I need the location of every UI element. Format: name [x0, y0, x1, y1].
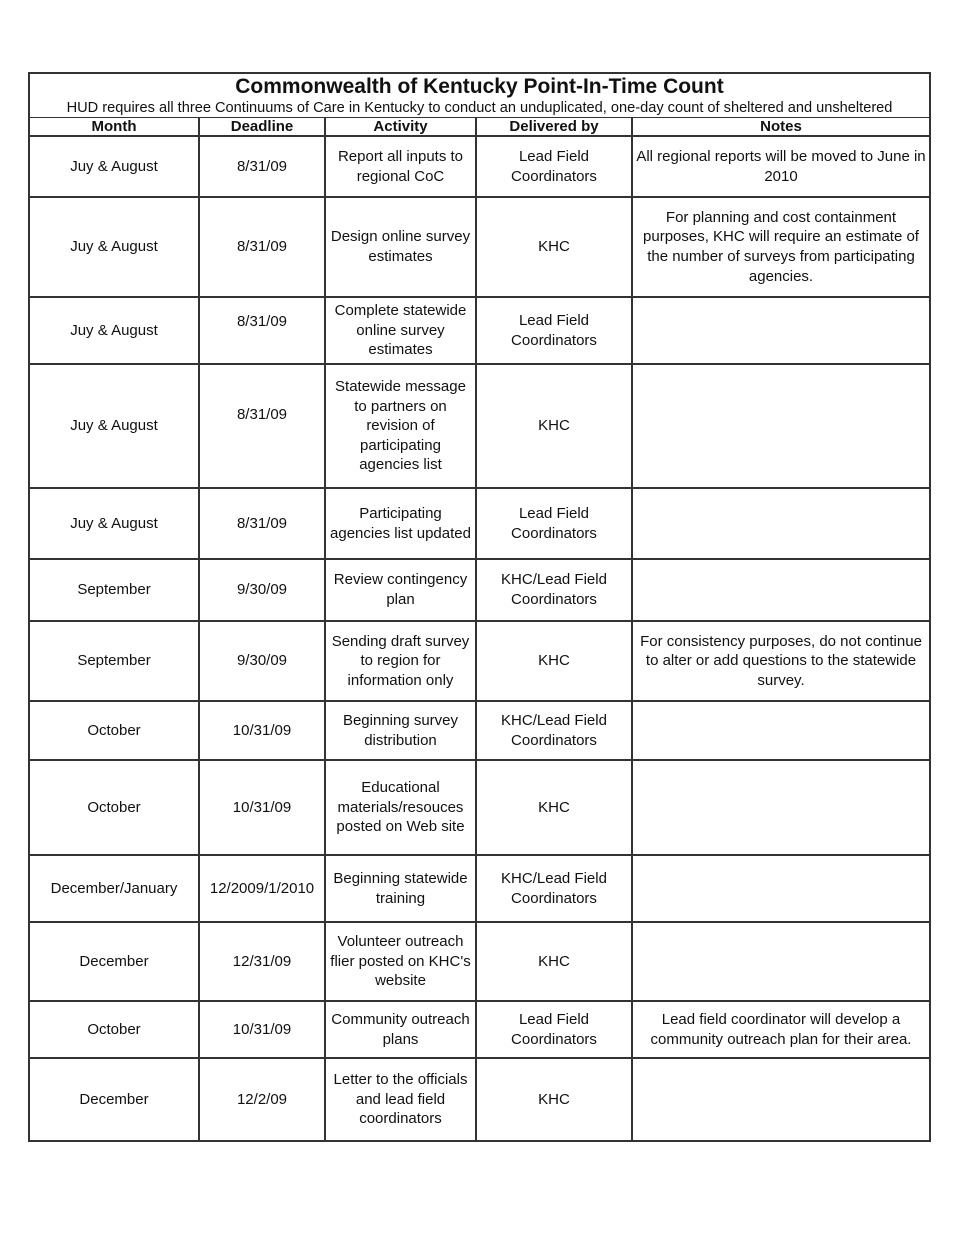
deadline-cell: 8/31/09 [199, 136, 325, 197]
table-row [29, 621, 930, 701]
notes-cell [632, 364, 930, 488]
delivered-by-cell: KHC [476, 760, 632, 855]
deadline-cell: 12/2/09 [199, 1058, 325, 1141]
column-header-activity: Activity [325, 118, 476, 137]
document-title: Commonwealth of Kentucky Point-In-Time Count [29, 73, 930, 100]
notes-cell [632, 1058, 930, 1141]
activity-cell: Beginning survey distribution [325, 701, 476, 760]
month-cell: October [29, 1001, 199, 1058]
table-row [29, 922, 930, 1001]
table-row [29, 136, 930, 197]
activity-cell: Sending draft survey to region for information only [325, 621, 476, 701]
notes-cell [632, 855, 930, 922]
month-cell: October [29, 760, 199, 855]
deadline-cell: 8/31/09 [199, 364, 325, 488]
deadline-cell: 9/30/09 [199, 559, 325, 621]
delivered-by-cell: KHC/Lead Field Coordinators [476, 701, 632, 760]
delivered-by-cell: Lead Field Coordinators [476, 1001, 632, 1058]
table-row [29, 1058, 930, 1141]
delivered-by-cell: Lead Field Coordinators [476, 297, 632, 364]
column-header-notes: Notes [632, 118, 930, 137]
deadline-cell: 10/31/09 [199, 1001, 325, 1058]
notes-cell: Lead field coordinator will develop a community outreach plan for their area. [632, 1001, 930, 1058]
deadline-cell: 8/31/09 [199, 488, 325, 559]
deadline-cell: 10/31/09 [199, 701, 325, 760]
column-header-row [29, 118, 930, 137]
notes-cell: For consistency purposes, do not continue to alter or add questions to the statewide survey. [632, 621, 930, 701]
activity-cell: Letter to the officials and lead field coordinators [325, 1058, 476, 1141]
notes-cell [632, 760, 930, 855]
schedule-table [28, 72, 931, 1142]
deadline-cell: 12/2009/1/2010 [199, 855, 325, 922]
activity-cell: Participating agencies list updated [325, 488, 476, 559]
delivered-by-cell: KHC [476, 364, 632, 488]
table-row [29, 197, 930, 297]
deadline-cell: 10/31/09 [199, 760, 325, 855]
table-row [29, 297, 930, 364]
delivered-by-cell: KHC/Lead Field Coordinators [476, 855, 632, 922]
delivered-by-cell: Lead Field Coordinators [476, 136, 632, 197]
delivered-by-cell: KHC/Lead Field Coordinators [476, 559, 632, 621]
table-row [29, 701, 930, 760]
table-row [29, 488, 930, 559]
column-header-delivered-by: Delivered by [476, 118, 632, 137]
activity-cell: Design online survey estimates [325, 197, 476, 297]
notes-cell [632, 559, 930, 621]
document-subtitle: HUD requires all three Continuums of Care in Kentucky to conduct an unduplicated, one-day count of sheltered and unsheltered [29, 100, 930, 118]
delivered-by-cell: KHC [476, 922, 632, 1001]
notes-cell [632, 701, 930, 760]
deadline-cell: 8/31/09 [199, 297, 325, 364]
delivered-by-cell: KHC [476, 197, 632, 297]
table-row [29, 855, 930, 922]
notes-cell: All regional reports will be moved to June in 2010 [632, 136, 930, 197]
month-cell: Juy & August [29, 136, 199, 197]
notes-cell [632, 488, 930, 559]
month-cell: December [29, 1058, 199, 1141]
month-cell: Juy & August [29, 197, 199, 297]
month-cell: September [29, 559, 199, 621]
delivered-by-cell: KHC [476, 1058, 632, 1141]
activity-cell: Complete statewide online survey estimates [325, 297, 476, 364]
schedule-sheet [28, 72, 929, 1142]
month-cell: September [29, 621, 199, 701]
activity-cell: Community outreach plans [325, 1001, 476, 1058]
month-cell: October [29, 701, 199, 760]
column-header-month: Month [29, 118, 199, 137]
notes-cell [632, 297, 930, 364]
activity-cell: Review contingency plan [325, 559, 476, 621]
month-cell: December [29, 922, 199, 1001]
month-cell: December/January [29, 855, 199, 922]
notes-cell: For planning and cost containment purposes, KHC will require an estimate of the number of surveys from participating agencies. [632, 197, 930, 297]
month-cell: Juy & August [29, 488, 199, 559]
activity-cell: Educational materials/resouces posted on Web site [325, 760, 476, 855]
activity-cell: Statewide message to partners on revision of participating agencies list [325, 364, 476, 488]
activity-cell: Report all inputs to regional CoC [325, 136, 476, 197]
notes-cell [632, 922, 930, 1001]
month-cell: Juy & August [29, 297, 199, 364]
deadline-cell: 8/31/09 [199, 197, 325, 297]
column-header-deadline: Deadline [199, 118, 325, 137]
table-row [29, 760, 930, 855]
activity-cell: Volunteer outreach flier posted on KHC's website [325, 922, 476, 1001]
table-row [29, 1001, 930, 1058]
table-row [29, 364, 930, 488]
deadline-cell: 12/31/09 [199, 922, 325, 1001]
activity-cell: Beginning statewide training [325, 855, 476, 922]
delivered-by-cell: KHC [476, 621, 632, 701]
table-row [29, 559, 930, 621]
delivered-by-cell: Lead Field Coordinators [476, 488, 632, 559]
deadline-cell: 9/30/09 [199, 621, 325, 701]
month-cell: Juy & August [29, 364, 199, 488]
